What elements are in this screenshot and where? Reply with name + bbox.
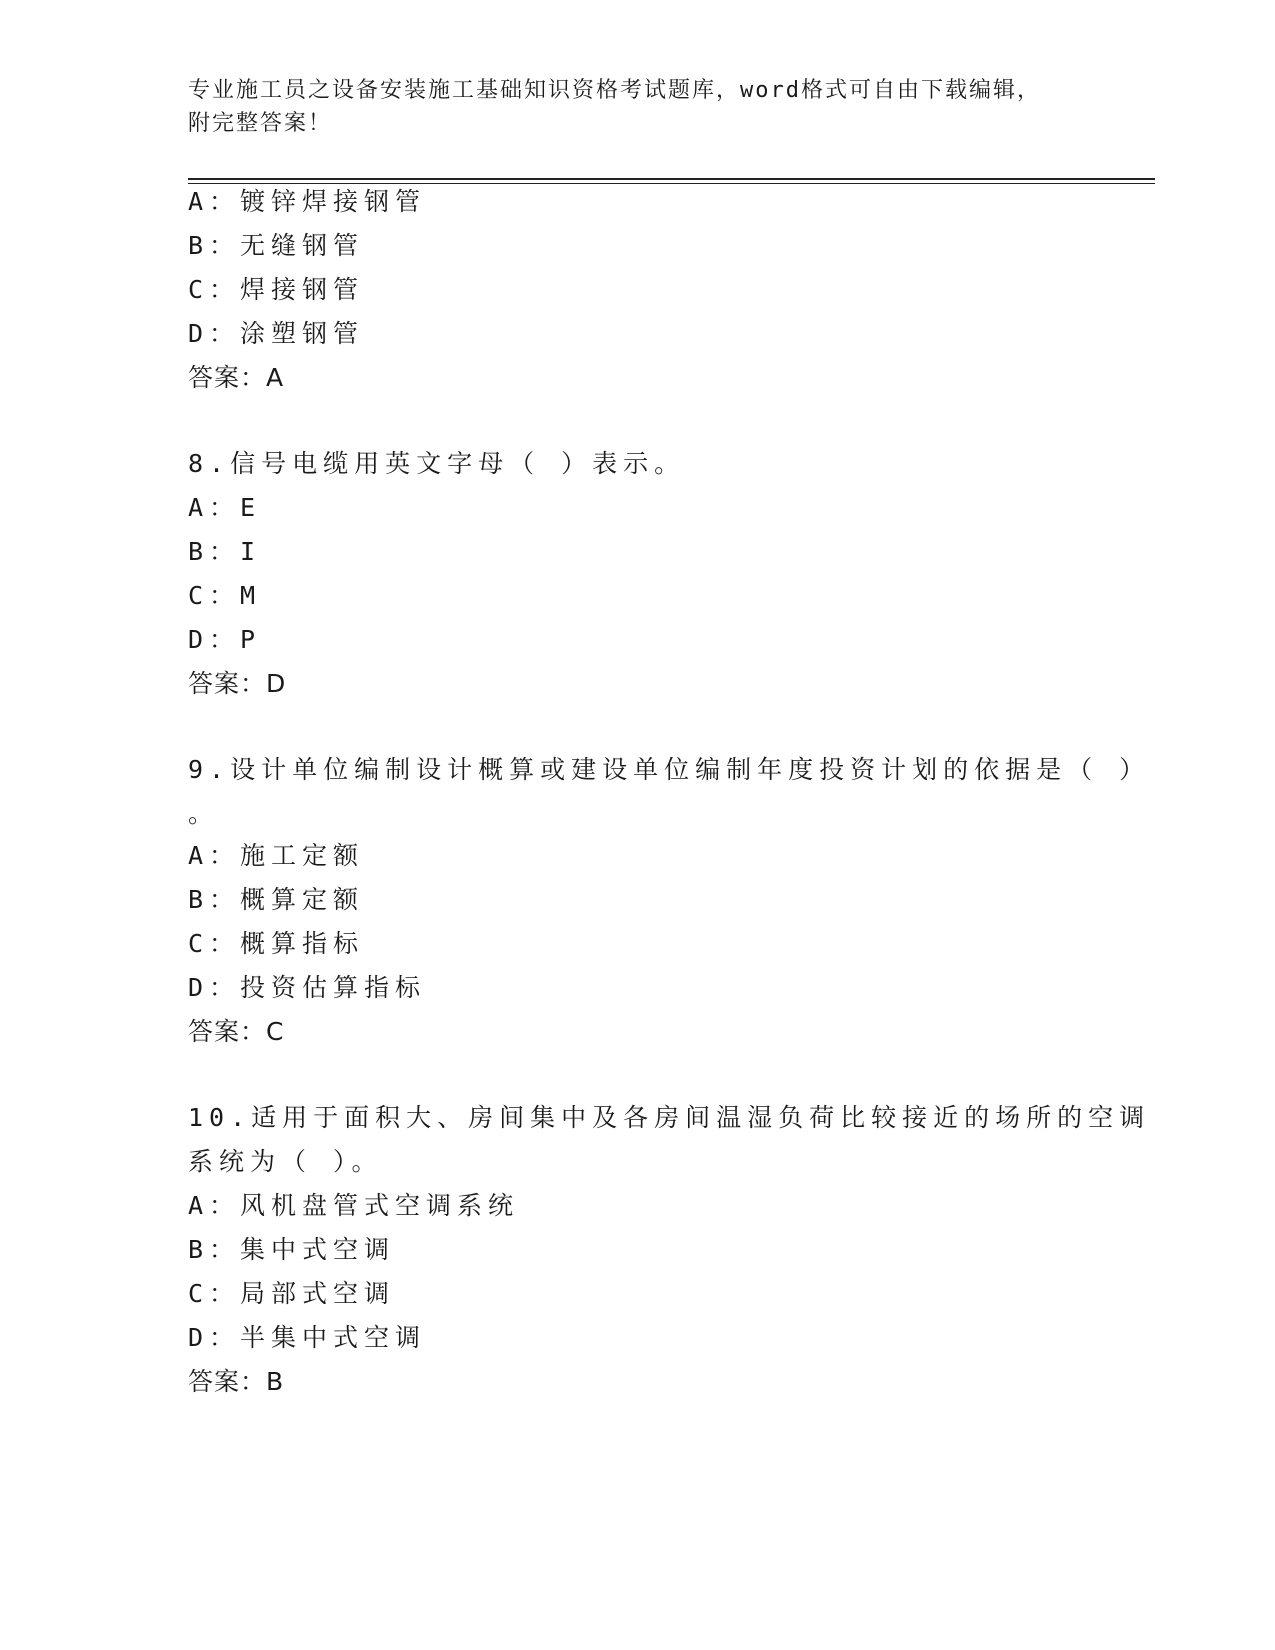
q8-option-d: D：P [188, 625, 262, 654]
q8-option-b: B：I [188, 537, 262, 566]
q8-answer: 答案：D [188, 669, 287, 698]
q9-answer: 答案：C [188, 1017, 285, 1046]
q9-option-d: D：投资估算指标 [188, 973, 427, 1002]
q7-option-a: A：镀锌焊接钢管 [188, 187, 427, 216]
q10-question-line-2: 系统为（ ）。 [188, 1147, 383, 1176]
q8-question: 8.信号电缆用英文字母（ ）表示。 [188, 449, 686, 478]
header-line-2: 附完整答案！ [188, 111, 333, 136]
q10-option-b: B：集中式空调 [188, 1235, 396, 1264]
q8-option-c: C：M [188, 581, 262, 610]
q10-option-a: A：风机盘管式空调系统 [188, 1191, 520, 1220]
header-divider-thick [188, 178, 1155, 180]
q10-question-line-1: 10.适用于面积大、房间集中及各房间温湿负荷比较接近的场所的空调 [188, 1103, 1151, 1132]
q9-question-line-1: 9.设计单位编制设计概算或建设单位编制年度投资计划的依据是（ ） [188, 755, 1151, 784]
q9-option-a: A：施工定额 [188, 841, 365, 870]
q9-option-b: B：概算定额 [188, 885, 365, 914]
q10-option-d: D：半集中式空调 [188, 1323, 427, 1352]
q9-option-c: C：概算指标 [188, 929, 365, 958]
header-line-1: 专业施工员之设备安装施工基础知识资格考试题库，word格式可自由下载编辑， [188, 78, 1041, 103]
header-divider-thin [188, 183, 1155, 184]
document-header [188, 74, 1068, 140]
q7-option-c: C：焊接钢管 [188, 275, 365, 304]
q7-answer: 答案：A [188, 363, 285, 392]
q9-question-line-2: 。 [188, 799, 220, 828]
q7-option-b: B：无缝钢管 [188, 231, 365, 260]
q8-option-a: A：E [188, 493, 262, 522]
q10-option-c: C：局部式空调 [188, 1279, 396, 1308]
q10-answer: 答案：B [188, 1367, 285, 1396]
q7-option-d: D：涂塑钢管 [188, 319, 365, 348]
